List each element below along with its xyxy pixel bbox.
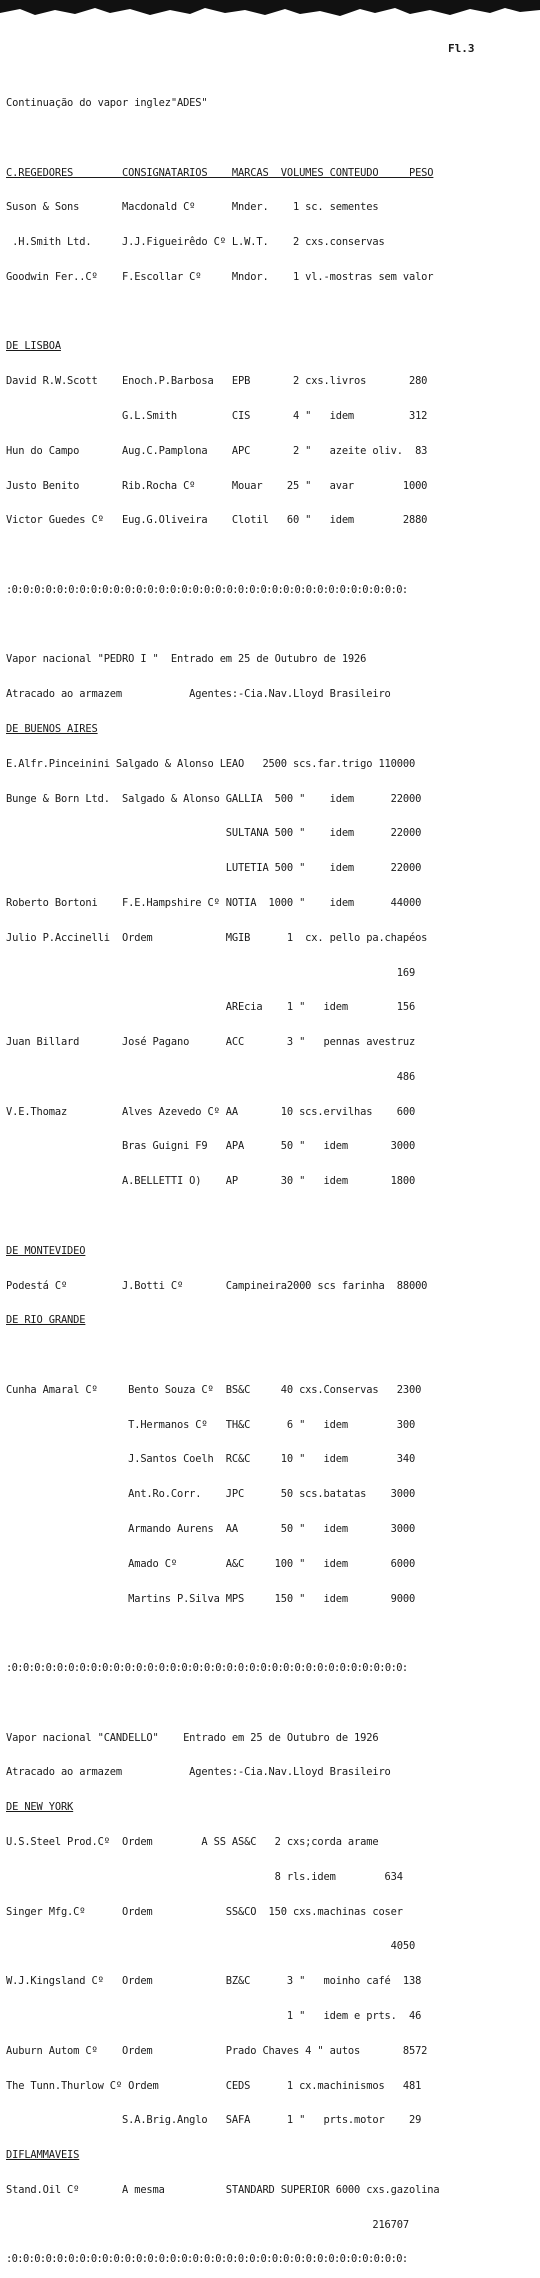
separator-line: :0:0:0:0:0:0:0:0:0:0:0:0:0:0:0:0:0:0:0:0:0:0:0:0:0:0:0:0:0:0:0:0:0:0:0: [6,1662,408,1675]
text-line [6,133,536,145]
record-line: 1 " idem e prts. 46 [6,2009,422,2022]
record-line: G.L.Smith CIS 4 " idem 312 [6,410,428,422]
record-line: Bras Guigni F9 APA 50 " idem 3000 [6,1140,416,1153]
record-line: .H.Smith Ltd. J.J.Figueirêdo Cº L.W.T. 2 cxs.conservas [6,236,385,249]
record-line: Martins P.Silva MPS 150 " idem 9000 [6,1592,416,1605]
record-line: 169 [6,966,416,979]
record-line: U.S.Steel Prod.Cº Ordem A SS AS&C 2 cxs;corda arame [6,1836,379,1849]
record-line: SULTANA 500 " idem 22000 [6,827,422,840]
record-line: S.A.Brig.Anglo SAFA 1 " prts.motor 29 [6,2114,422,2127]
record-line: The Tunn.Thurlow Cº Ordem CEDS 1 cx.machinismos 481 [6,2079,422,2092]
record-line: T.Hermanos Cº TH&C 6 " idem 300 [6,1418,416,1431]
record-line: AREcia 1 " idem 156 [6,1001,416,1014]
record-line: Juan Billard José Pagano ACC 3 " pennas avestruz [6,1036,416,1049]
text-line [6,550,536,562]
record-line: Hun do Campo Aug.C.Pamplona APC 2 " azeite oliv. 83 [6,444,428,457]
record-line: Cunha Amaral Cº Bento Souza Cº BS&C 40 cxs.Conservas 2300 [6,1383,422,1396]
record-line: Ant.Ro.Corr. JPC 50 scs.batatas 3000 [6,1488,416,1501]
separator-line: :0:0:0:0:0:0:0:0:0:0:0:0:0:0:0:0:0:0:0:0:0:0:0:0:0:0:0:0:0:0:0:0:0:0:0: [6,2253,408,2266]
text-line [6,1698,536,1710]
record-line: Julio P.Accinelli Ordem MGIB 1 cx. pello pa.chapéos [6,931,428,944]
record-line: A.BELLETTI O) AP 30 " idem 1800 [6,1175,416,1188]
vessel-agent-line: Atracado ao armazem Agentes:-Cia.Nav.Lloyd Brasileiro [6,1766,391,1779]
record-line: Victor Guedes Cº Eug.G.Oliveira Clotil 60 " idem 2880 [6,514,428,527]
record-line: 8 rls.idem 634 [6,1870,403,1883]
text-line [6,620,536,632]
text-line [6,1350,536,1362]
record-line: V.E.Thomaz Alves Azevedo Cº AA 10 scs.ervilhas 600 [6,1105,416,1118]
record-line: Roberto Bortoni F.E.Hampshire Cº NOTIA 1000 " idem 44000 [6,896,422,909]
record-line: LUTETIA 500 " idem 22000 [6,862,422,875]
section-heading-montevideo: DE MONTEVIDEO [6,1244,86,1257]
text-line [6,1628,536,1640]
record-line: Bunge & Born Ltd. Salgado & Alonso GALLIA 500 " idem 22000 [6,792,422,805]
record-line: 4050 [6,1940,416,1953]
record-line: Singer Mfg.Cº Ordem SS&CO 150 cxs.machinas coser [6,1905,403,1918]
section-heading-rio-grande: DE RIO GRANDE [6,1314,86,1327]
record-line: Justo Benito Rib.Rocha Cº Mouar 25 " avar 1000 [6,479,428,492]
section-heading-lisboa: DE LISBOA [6,340,61,353]
record-line: 486 [6,1070,416,1083]
vessel-header: Vapor nacional "CANDELLO" Entrado em 25 de Outubro de 1926 [6,1731,379,1744]
record-line: W.J.Kingsland Cº Ordem BZ&C 3 " moinho café 138 [6,1975,422,1988]
record-line: 216707 [6,2218,409,2231]
text-line [6,63,536,75]
document-body [6,40,536,2278]
column-headers: C.REGEDORES CONSIGNATARIOS MARCAS VOLUMES CONTEUDO PESO [6,166,434,179]
record-line: Armando Aurens AA 50 " idem 3000 [6,1523,416,1535]
section-heading-new-york: DE NEW YORK [6,1801,74,1814]
section-heading-buenos-aires: DE BUENOS AIRES [6,723,98,736]
section-heading-inflammaveis: DIFLAMMAVEIS [6,2149,80,2162]
header-line: Continuação do vapor inglez"ADES" [6,96,208,109]
record-line: Auburn Autom Cº Ordem Prado Chaves 4 " autos 8572 [6,2044,428,2057]
record-line: E.Alfr.Pinceinini Salgado & Alonso LEAO 2500 scs.far.trigo 110000 [6,757,416,770]
text-line [6,307,536,319]
page-number: Fl.3 [448,42,475,55]
record-line: J.Santos Coelh RC&C 10 " idem 340 [6,1453,416,1466]
record-line: Podestá Cº J.Botti Cº Campineira2000 scs farinha 88000 [6,1279,428,1292]
record-line: Amado Cº A&C 100 " idem 6000 [6,1557,416,1570]
vessel-header: Vapor nacional "PEDRO I " Entrado em 25 de Outubro de 1926 [6,653,367,666]
separator-line: :0:0:0:0:0:0:0:0:0:0:0:0:0:0:0:0:0:0:0:0:0:0:0:0:0:0:0:0:0:0:0:0:0:0:0: [6,583,408,596]
record-line: Goodwin Fer..Cº F.Escollar Cº Mndor. 1 vl.-mostras sem valor [6,270,434,283]
record-line: David R.W.Scott Enoch.P.Barbosa EPB 2 cxs.livros 280 [6,375,428,388]
text-line [6,1211,536,1223]
record-line: Stand.Oil Cº A mesma STANDARD SUPERIOR 6000 cxs.gazolina [6,2183,440,2196]
torn-page-edge [0,0,540,26]
vessel-agent-line: Atracado ao armazem Agentes:-Cia.Nav.Lloyd Brasileiro [6,688,391,701]
record-line: Suson & Sons Macdonald Cº Mnder. 1 sc. sementes [6,201,379,214]
